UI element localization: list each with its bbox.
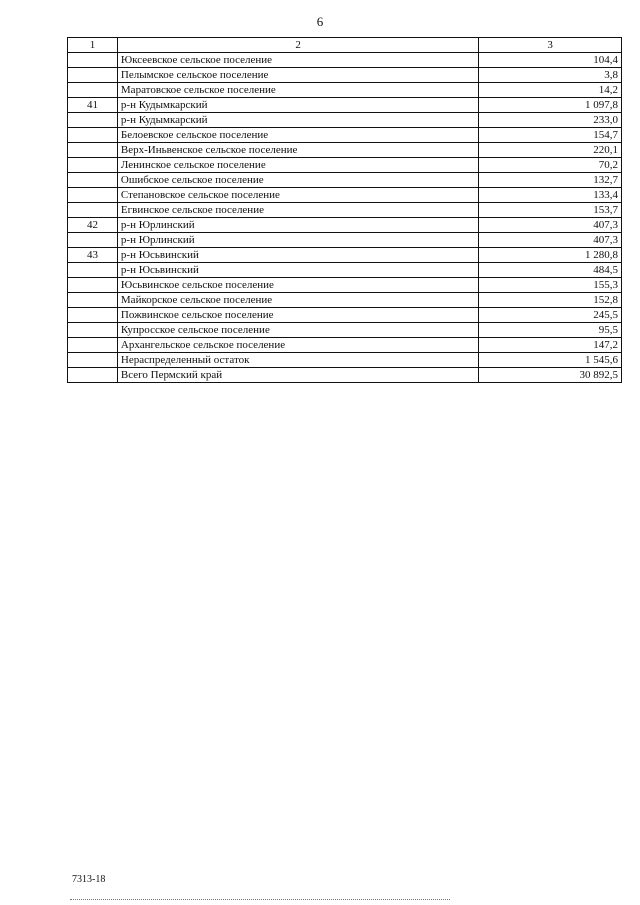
row-value-cell: 3,8 bbox=[479, 68, 622, 83]
row-number-cell bbox=[68, 338, 118, 353]
table-row bbox=[68, 278, 622, 293]
row-value-cell: 152,8 bbox=[479, 293, 622, 308]
row-value-cell: 132,7 bbox=[479, 173, 622, 188]
row-number-cell bbox=[68, 293, 118, 308]
row-value-cell: 154,7 bbox=[479, 128, 622, 143]
table-row bbox=[68, 128, 622, 143]
row-name-cell: р-н Юсьвинский bbox=[117, 263, 478, 278]
document-code: 7313-18 bbox=[72, 874, 106, 885]
row-value-cell: 484,5 bbox=[479, 263, 622, 278]
table-row bbox=[68, 203, 622, 218]
row-value-cell: 147,2 bbox=[479, 338, 622, 353]
row-name-cell: Архангельское сельское поселение bbox=[117, 338, 478, 353]
row-number-cell bbox=[68, 143, 118, 158]
row-number-cell bbox=[68, 233, 118, 248]
row-value-cell: 95,5 bbox=[479, 323, 622, 338]
row-number-cell bbox=[68, 113, 118, 128]
table-header-row bbox=[68, 38, 622, 53]
row-name-cell: р-н Кудымкарский bbox=[117, 113, 478, 128]
table-row bbox=[68, 248, 622, 263]
row-number-cell: 43 bbox=[68, 248, 118, 263]
table-row bbox=[68, 158, 622, 173]
row-number-cell bbox=[68, 68, 118, 83]
row-number-cell bbox=[68, 128, 118, 143]
row-value-cell: 220,1 bbox=[479, 143, 622, 158]
row-number-cell bbox=[68, 323, 118, 338]
scan-artifact-line bbox=[70, 899, 450, 903]
row-name-cell: Нераспределенный остаток bbox=[117, 353, 478, 368]
row-name-cell: Степановское сельское поселение bbox=[117, 188, 478, 203]
table-row bbox=[68, 233, 622, 248]
table-row bbox=[68, 293, 622, 308]
table-row bbox=[68, 68, 622, 83]
table-row bbox=[68, 368, 622, 383]
row-name-cell: Ленинское сельское поселение bbox=[117, 158, 478, 173]
column-header-name: 2 bbox=[117, 38, 478, 53]
row-name-cell: Верх-Иньвенское сельское поселение bbox=[117, 143, 478, 158]
table-row bbox=[68, 173, 622, 188]
table-row bbox=[68, 308, 622, 323]
table-row bbox=[68, 188, 622, 203]
row-value-cell: 30 892,5 bbox=[479, 368, 622, 383]
row-name-cell: р-н Юрлинский bbox=[117, 233, 478, 248]
column-header-number: 1 bbox=[68, 38, 118, 53]
row-name-cell: Егвинское сельское поселение bbox=[117, 203, 478, 218]
budget-table bbox=[67, 37, 622, 383]
table-row bbox=[68, 53, 622, 68]
row-value-cell: 133,4 bbox=[479, 188, 622, 203]
table-row bbox=[68, 113, 622, 128]
row-value-cell: 233,0 bbox=[479, 113, 622, 128]
table-row bbox=[68, 143, 622, 158]
row-value-cell: 1 280,8 bbox=[479, 248, 622, 263]
table-row bbox=[68, 338, 622, 353]
row-name-cell: Юсьвинское сельское поселение bbox=[117, 278, 478, 293]
row-number-cell bbox=[68, 308, 118, 323]
row-number-cell bbox=[68, 188, 118, 203]
row-value-cell: 1 097,8 bbox=[479, 98, 622, 113]
table-row bbox=[68, 98, 622, 113]
row-name-cell: Пелымское сельское поселение bbox=[117, 68, 478, 83]
row-name-cell: Ошибское сельское поселение bbox=[117, 173, 478, 188]
row-number-cell: 41 bbox=[68, 98, 118, 113]
row-name-cell: Купросское сельское поселение bbox=[117, 323, 478, 338]
row-value-cell: 153,7 bbox=[479, 203, 622, 218]
row-number-cell: 42 bbox=[68, 218, 118, 233]
row-number-cell bbox=[68, 53, 118, 68]
column-header-value: 3 bbox=[479, 38, 622, 53]
row-name-cell: р-н Юсьвинский bbox=[117, 248, 478, 263]
row-name-cell: Маратовское сельское поселение bbox=[117, 83, 478, 98]
row-value-cell: 245,5 bbox=[479, 308, 622, 323]
row-name-cell: Пожвинское сельское поселение bbox=[117, 308, 478, 323]
row-name-cell: р-н Юрлинский bbox=[117, 218, 478, 233]
row-name-cell: Всего Пермский край bbox=[117, 368, 478, 383]
row-number-cell bbox=[68, 278, 118, 293]
row-value-cell: 155,3 bbox=[479, 278, 622, 293]
row-value-cell: 104,4 bbox=[479, 53, 622, 68]
table-row bbox=[68, 323, 622, 338]
table-body bbox=[68, 53, 622, 383]
row-name-cell: р-н Кудымкарский bbox=[117, 98, 478, 113]
row-name-cell: Юксеевское сельское поселение bbox=[117, 53, 478, 68]
table-row bbox=[68, 218, 622, 233]
table-row bbox=[68, 353, 622, 368]
row-number-cell bbox=[68, 203, 118, 218]
row-number-cell bbox=[68, 173, 118, 188]
row-number-cell bbox=[68, 353, 118, 368]
row-name-cell: Майкорское сельское поселение bbox=[117, 293, 478, 308]
row-number-cell bbox=[68, 368, 118, 383]
row-value-cell: 1 545,6 bbox=[479, 353, 622, 368]
row-value-cell: 70,2 bbox=[479, 158, 622, 173]
row-name-cell: Белоевское сельское поселение bbox=[117, 128, 478, 143]
row-number-cell bbox=[68, 158, 118, 173]
row-number-cell bbox=[68, 263, 118, 278]
row-value-cell: 407,3 bbox=[479, 218, 622, 233]
row-number-cell bbox=[68, 83, 118, 98]
table-row bbox=[68, 83, 622, 98]
page-number: 6 bbox=[316, 14, 324, 29]
table-row bbox=[68, 263, 622, 278]
row-value-cell: 407,3 bbox=[479, 233, 622, 248]
row-value-cell: 14,2 bbox=[479, 83, 622, 98]
